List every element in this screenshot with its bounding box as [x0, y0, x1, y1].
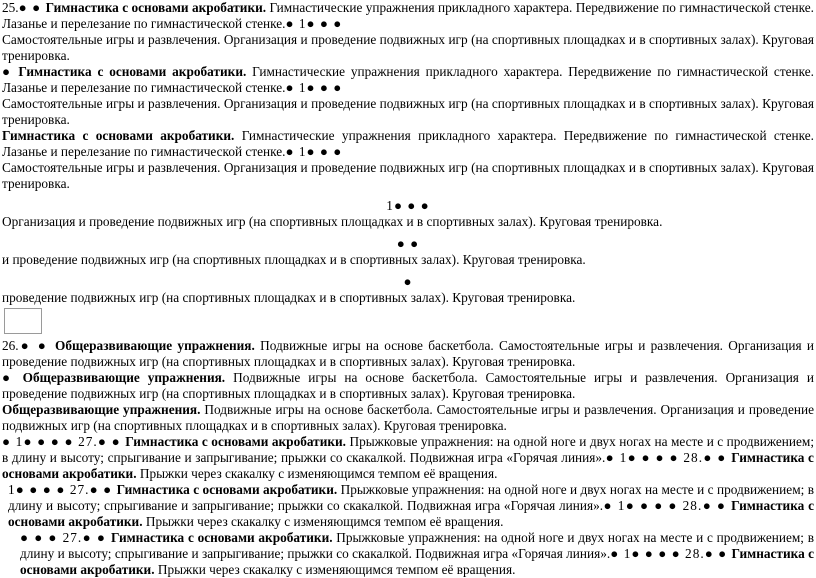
bullets: ● 1● ● ● [285, 144, 343, 159]
bullets: ● ● [704, 546, 732, 561]
body-text: Подвижные игры на основе баскетбола. Самостоятельные игры и развлечения. Организация и проведение подвижных игр (на спортивных площадках и в спортивных залах). Круговая тренировка. [2, 402, 814, 433]
body-text: Самостоятельные игры и развлечения. Организация и проведение подвижных игр (на спортивных площадках и в спортивных залах). Круговая тренировка. [2, 32, 814, 63]
section-heading: Гимнастика с основами акробатики. [20, 546, 814, 577]
section-heading: Гимнастика с основами акробатики. [18, 64, 247, 79]
paragraph-27-b [2, 482, 814, 530]
body-text: Подвижные игры на основе баскетбола. Самостоятельные игры и развлечения. Организация и проведение подвижных игр (на спортивных площадках и в спортивных залах). Круговая тренировка. [2, 338, 814, 369]
fragment-1 [2, 214, 814, 230]
paragraph-26-c [2, 402, 814, 434]
bullets: ● 1● ● ● ● 28. [603, 498, 703, 513]
paragraph-27-a [2, 434, 814, 482]
bullets: ● 1● ● ● [285, 16, 343, 31]
body-text: Прыжковые упражнения: на одной ноге и двух ногах на месте и с продвижением; в длину и высоту; спрыгивание и запрыгивание; прыжки со скакалкой. Подвижная игра «Горячая линия». [2, 434, 815, 465]
paragraph-25-a [2, 0, 814, 32]
bullets: ● ● [702, 498, 732, 513]
section-heading: Гимнастика с основами акробатики. [111, 530, 333, 545]
bullets: ● 1● ● ● ● 28. [610, 546, 705, 561]
fragment-3 [2, 290, 814, 306]
bullets: ● [2, 370, 23, 385]
bullets: ● ● [703, 450, 732, 465]
center-bullets-3 [2, 274, 814, 290]
body-text: Подвижные игры на основе баскетбола. Самостоятельные игры и развлечения. Организация и проведение подвижных игр (на спортивных площадках и в спортивных залах). Круговая тренировка. [2, 370, 814, 401]
bullets: ● ● [18, 0, 46, 15]
body-text: Гимнастические упражнения прикладного характера. Передвижение по гимнастической стенке. Лазанье и перелезание по гимнастической стенке. [2, 128, 814, 159]
bullets: ● ● [396, 236, 420, 251]
body-text: Прыжковые упражнения: на одной ноге и двух ногах на месте и с продвижением; в длину и высоту; спрыгивание и запрыгивание; прыжки со скакалкой. Подвижная игра «Горячая линия». [8, 482, 814, 513]
body-text: Самостоятельные игры и развлечения. Организация и проведение подвижных игр (на спортивных площадках и в спортивных залах). Круговая тренировка. [2, 160, 814, 191]
section-heading: Гимнастика с основами акробатики. [45, 0, 267, 15]
section-heading: Гимнастика с основами акробатики. [116, 482, 338, 497]
empty-box [4, 308, 42, 334]
item-number: 26. [2, 338, 19, 353]
paragraph-25-b-cont [2, 96, 814, 128]
center-bullets-1 [2, 198, 814, 214]
body-text: и проведение подвижных игр (на спортивных площадках и в спортивных залах). Круговая тренировка. [2, 252, 586, 267]
bullets: ● ● [82, 530, 112, 545]
item-number: 25. [2, 0, 19, 15]
section-heading: Общеразвивающие упражнения. [22, 370, 226, 385]
paragraph-25-c [2, 128, 814, 160]
section-heading: Гимнастика с основами акробатики. [2, 128, 235, 143]
paragraph-25-b [2, 64, 814, 96]
section-heading: Гимнастика с основами акробатики. [8, 498, 814, 529]
center-bullets-2 [2, 236, 814, 252]
section-heading: Общеразвивающие упражнения. [2, 402, 201, 417]
section-heading: Общеразвивающие упражнения. [55, 338, 255, 353]
bullets: ● 1● ● ● [285, 80, 343, 95]
bullets: ● ● [18, 338, 56, 353]
body-text: Прыжковые упражнения: на одной ноге и двух ногах на месте и с продвижением; в длину и высоту; спрыгивание и запрыгивание; прыжки со скакалкой. Подвижная игра «Горячая линия». [20, 530, 814, 561]
bullets: 1● ● ● [386, 198, 430, 213]
body-text: Прыжки через скакалку с изменяющимся темпом её вращения. [142, 514, 504, 529]
body-text: проведение подвижных игр (на спортивных площадках и в спортивных залах). Круговая тренировка. [2, 290, 576, 305]
bullets: ● 1● ● ● ● 27. [2, 434, 98, 449]
body-text: Самостоятельные игры и развлечения. Организация и проведение подвижных игр (на спортивных площадках и в спортивных залах). Круговая тренировка. [2, 96, 814, 127]
paragraph-25-c-cont [2, 160, 814, 192]
body-text: Гимнастические упражнения прикладного характера. Передвижение по гимнастической стенке. Лазанье и перелезание по гимнастической стенке. [2, 64, 815, 95]
body-text: Прыжки через скакалку с изменяющимся темпом её вращения. [154, 562, 516, 577]
fragment-2 [2, 252, 814, 268]
body-text: Организация и проведение подвижных игр (на спортивных площадках и в спортивных залах). Круговая тренировка. [2, 214, 663, 229]
body-text: Гимнастические упражнения прикладного характера. Передвижение по гимнастической стенке. Лазанье и перелезание по гимнастической стенке. [2, 0, 815, 31]
section-heading: Гимнастика с основами акробатики. [2, 450, 814, 481]
bullets: 1● ● ● ● 27. [8, 482, 90, 497]
bullets: ● 1● ● ● ● 28. [605, 450, 704, 465]
bullets: ● ● [89, 482, 117, 497]
paragraph-26-b [2, 370, 814, 402]
body-text: Прыжки через скакалку с изменяющимся темпом её вращения. [136, 466, 498, 481]
bullets: ● ● [97, 434, 126, 449]
section-heading: Гимнастика с основами акробатики. [125, 434, 347, 449]
paragraph-25-a-cont [2, 32, 814, 64]
paragraph-27-c [2, 530, 814, 578]
bullets: ● ● ● 27. [20, 530, 83, 545]
bullets: ● [2, 64, 19, 79]
paragraph-26-a [2, 338, 814, 370]
bullets: ● [403, 274, 413, 289]
